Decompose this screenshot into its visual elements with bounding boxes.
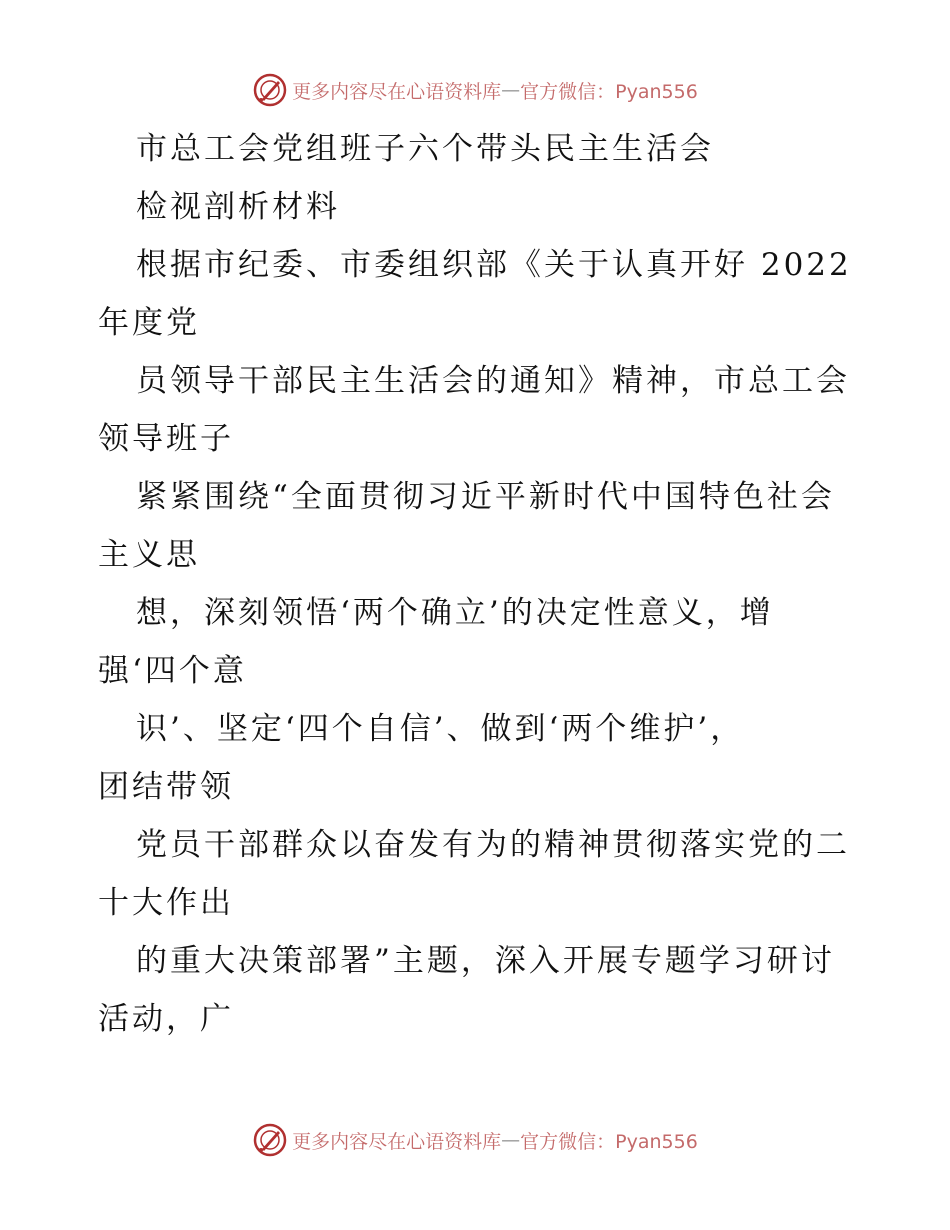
paragraph-line: 强‘四个意	[98, 653, 247, 689]
paragraph-line: 紧紧围绕“全面贯彻习近平新时代中国特色社会	[136, 479, 835, 515]
footer-watermark	[0, 1120, 950, 1160]
paragraph-line: 识’、坚定‘四个自信’、做到‘两个维护’，	[136, 711, 745, 747]
paragraph-line: 员领导干部民主生活会的通知》精神，市总工会	[136, 363, 850, 399]
watermark-site-text: 更多内容尽在心语资料库	[292, 1130, 502, 1153]
watermark-site-text: 更多内容尽在心语资料库	[292, 80, 502, 103]
watermark-separator: —	[501, 1129, 521, 1151]
paragraph-line: 想，深刻领悟‘两个确立’的决定性意义，增	[136, 595, 774, 631]
pen-seal-icon	[252, 72, 288, 108]
paragraph-line: 主义思	[98, 537, 200, 573]
paragraph-line: 的重大决策部署”主题，深入开展专题学习研讨	[136, 943, 835, 979]
watermark-contact-text: 官方微信：Pyan556	[520, 1130, 698, 1153]
paragraph-line: 党员干部群众以奋发有为的精神贯彻落实党的二	[136, 827, 850, 863]
paragraph-line: 十大作出	[98, 885, 234, 921]
watermark-separator: —	[501, 79, 521, 101]
pen-seal-icon	[252, 1122, 288, 1158]
paragraph-line: 团结带领	[98, 769, 234, 805]
watermark-contact-text: 官方微信：Pyan556	[520, 80, 698, 103]
document-title-line-1: 市总工会党组班子六个带头民主生活会	[136, 131, 714, 167]
paragraph-line: 活动，广	[98, 1001, 234, 1037]
document-title-line-2: 检视剖析材料	[136, 189, 340, 225]
paragraph-line: 根据市纪委、市委组织部《关于认真开好 2022	[136, 247, 852, 283]
paragraph-line: 领导班子	[98, 421, 234, 457]
document-body	[98, 120, 858, 1048]
paragraph-line: 年度党	[98, 305, 200, 341]
header-watermark	[0, 70, 950, 110]
